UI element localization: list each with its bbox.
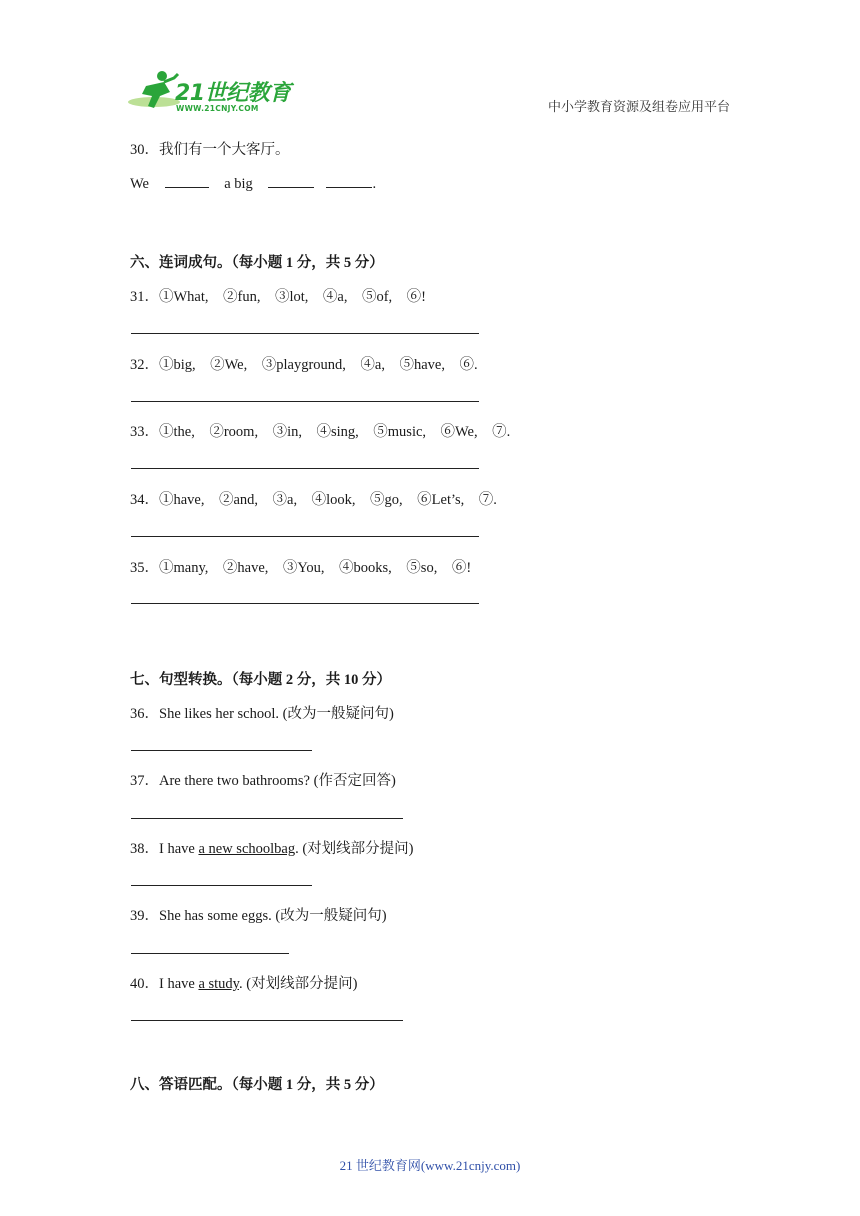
question-40 xyxy=(130,972,357,993)
answer-line-31[interactable] xyxy=(131,333,479,334)
question-30-sentence xyxy=(130,173,376,193)
q30-word-abig: a big xyxy=(224,176,253,192)
q30-word-we: We xyxy=(130,176,149,192)
answer-line-38[interactable] xyxy=(131,885,312,886)
section-8-title: 八、答语匹配。（每小题 1 分，共 5 分） xyxy=(130,1077,384,1093)
question-31: 31．①What, ②fun, ③lot, ④a, ⑤of, ⑥! xyxy=(130,289,427,305)
answer-line-37[interactable] xyxy=(131,818,403,819)
answer-line-32[interactable] xyxy=(131,401,479,402)
q38-underlined: a new schoolbag xyxy=(198,841,296,857)
q40-suffix: . (对划线部分提问) xyxy=(239,976,358,992)
question-38 xyxy=(130,837,414,858)
logo-subtitle: WWW.21CNJY.COM xyxy=(176,104,259,113)
question-37: 37．Are there two bathrooms? (作否定回答) xyxy=(130,773,396,789)
q30-blank-2[interactable] xyxy=(268,173,314,188)
question-34: 34．①have, ②and, ③a, ④look, ⑤go, ⑥Let’s, ⑦. xyxy=(130,492,497,508)
q30-blank-3[interactable] xyxy=(326,173,372,188)
section-6-title: 六、连词成句。（每小题 1 分，共 5 分） xyxy=(130,255,384,271)
question-36: 36．She likes her school. (改为一般疑问句) xyxy=(130,706,394,722)
q38-suffix: . (对划线部分提问) xyxy=(295,841,414,857)
answer-line-39[interactable] xyxy=(131,953,289,954)
logo-text: 21世纪教育 xyxy=(175,81,291,106)
question-39: 39．She has some eggs. (改为一般疑问句) xyxy=(130,908,387,924)
answer-line-40[interactable] xyxy=(131,1020,403,1021)
answer-line-33[interactable] xyxy=(131,468,479,469)
q40-prefix: 40．I have xyxy=(130,976,199,992)
answer-line-35[interactable] xyxy=(131,603,479,604)
q38-prefix: 38．I have xyxy=(130,841,199,857)
q30-blank-1[interactable] xyxy=(165,173,209,188)
footer-link[interactable]: 21 世纪教育网(www.21cnjy.com) xyxy=(339,1158,521,1173)
question-30-prompt: 30．我们有一个大客厅。 xyxy=(130,142,290,158)
platform-label: 中小学教育资源及组卷应用平台 xyxy=(548,99,731,114)
q30-period: . xyxy=(372,176,377,192)
q40-underlined: a study xyxy=(198,976,239,992)
answer-line-36[interactable] xyxy=(131,750,312,751)
answer-line-34[interactable] xyxy=(131,536,479,537)
question-32: 32．①big, ②We, ③playground, ④a, ⑤have, ⑥. xyxy=(130,357,478,373)
question-35: 35．①many, ②have, ③You, ④books, ⑤so, ⑥! xyxy=(130,560,472,576)
section-7-title: 七、句型转换。（每小题 2 分，共 10 分） xyxy=(130,672,391,688)
question-33: 33．①the, ②room, ③in, ④sing, ⑤music, ⑥We, ⑦. xyxy=(130,424,511,440)
